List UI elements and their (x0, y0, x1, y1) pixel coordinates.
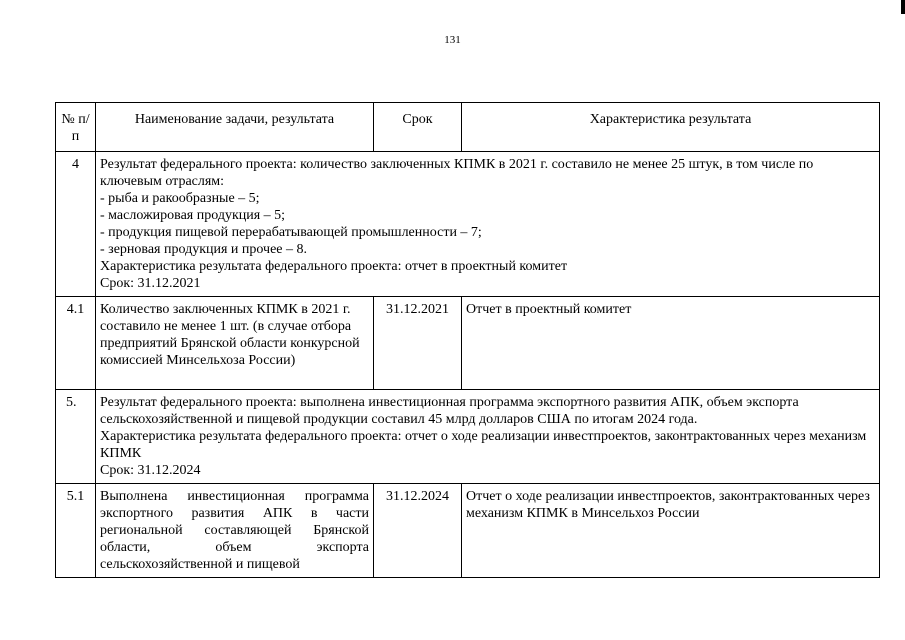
result-line: - рыба и ракообразные – 5; (100, 191, 260, 206)
table-row (56, 152, 880, 297)
result-line: - продукция пищевой перерабатывающей промышленности – 7; (100, 225, 482, 240)
row-number: 5. (56, 390, 96, 484)
result-line: Характеристика результата федерального проекта: отчет в проектный комитет (100, 259, 568, 274)
table-header-row (56, 103, 880, 152)
row-number: 5.1 (56, 484, 96, 578)
row-number: 4 (56, 152, 96, 297)
result-cell: Отчет в проектный комитет (462, 297, 880, 390)
deadline-cell: 31.12.2024 (374, 484, 462, 578)
federal-result-cell (96, 152, 880, 297)
deadline-cell: 31.12.2021 (374, 297, 462, 390)
result-line: Результат федерального проекта: количество заключенных КПМК в 2021 г. составило не менее 25 штук, в том числе по ключевым отраслям: (100, 157, 814, 189)
result-cell: Отчет о ходе реализации инвестпроектов, законтрактованных через механизм КПМК в Минсельхоз России (462, 484, 880, 578)
result-line: - масложировая продукция – 5; (100, 208, 286, 223)
result-line: Срок: 31.12.2024 (100, 463, 201, 478)
table-row (56, 297, 880, 390)
result-line: Срок: 31.12.2021 (100, 276, 201, 291)
table-row (56, 484, 880, 578)
result-line: - зерновая продукция и прочее – 8. (100, 242, 308, 257)
result-line: Результат федерального проекта: выполнена инвестиционная программа экспортного развития АПК, объем экспорта сельскохозяйственной и пищевой продукции составил 45 млрд долларов США по итогам 2024 года. (100, 395, 799, 427)
result-line: Характеристика результата федерального проекта: отчет о ходе реализации инвестпроектов, законтрактованных через механизм КПМК (100, 429, 867, 461)
header-result: Характеристика результата (462, 103, 880, 152)
table-row (56, 390, 880, 484)
header-num: № п/п (56, 103, 96, 152)
task-cell: Выполнена инвестиционная программа экспортного развития АПК в части региональной составляющей Брянской области, объем экспорта сельскохозяйственной и пищевой (96, 484, 374, 578)
header-name: Наименование задачи, результата (96, 103, 374, 152)
federal-result-cell (96, 390, 880, 484)
task-cell: Количество заключенных КПМК в 2021 г. составило не менее 1 шт. (в случае отбора предприятий Брянской области конкурсной комиссией Минсельхоза России) (96, 297, 374, 390)
edge-mark (901, 0, 905, 14)
row-number: 4.1 (56, 297, 96, 390)
header-deadline: Срок (374, 103, 462, 152)
page-number: 131 (444, 34, 461, 46)
results-table (55, 102, 880, 578)
